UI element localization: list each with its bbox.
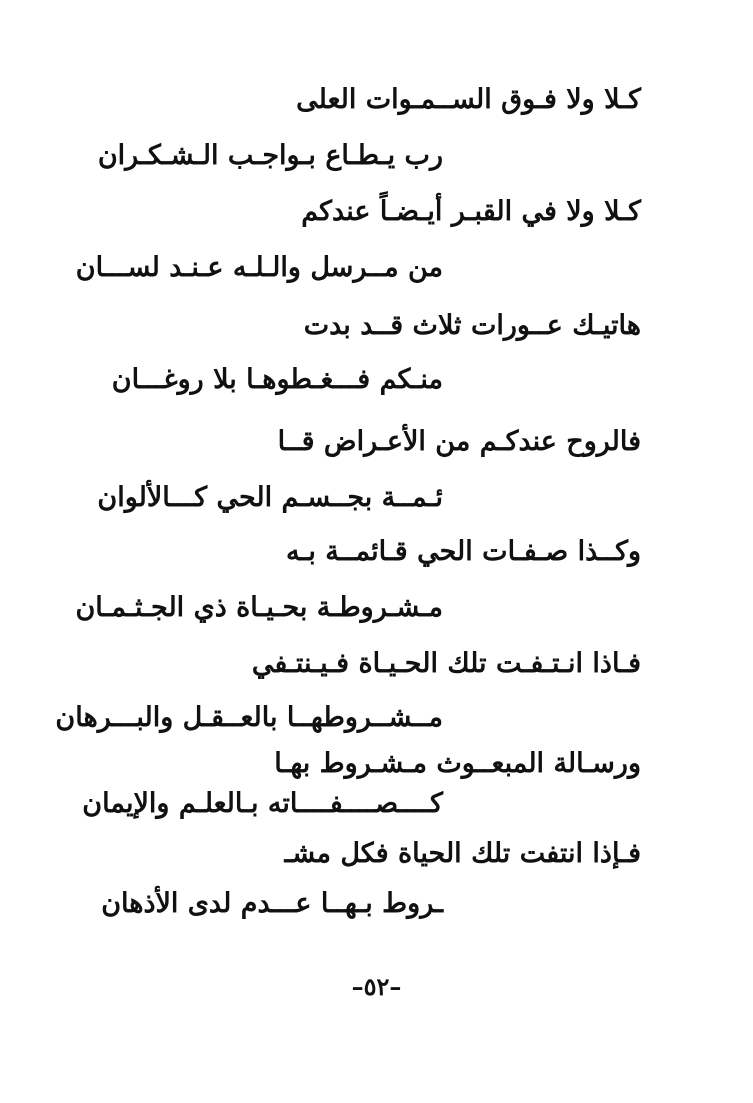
verse-line-7: فالروح عندكـم من الأعـراض قــا — [277, 426, 641, 457]
page-number: –٥٢– — [351, 972, 402, 1001]
verse-line-3: كـلا ولا في القبـر أيـضـاً عندكم — [301, 196, 641, 227]
verse-line-6: منـكم فـــغـطوهـا بلا روغـــان — [111, 364, 443, 395]
verse-line-10: مـشـروطـة بحـيـاة ذي الجـثـمـان — [75, 592, 443, 623]
verse-line-4: من مــرسل والـلـه عـنـد لســـان — [75, 252, 443, 283]
verse-line-1: كـلا ولا فـوق الســمـوات العلى — [296, 84, 641, 115]
verse-line-5: هاتيـك عــورات ثلاث قــد بدت — [303, 310, 641, 341]
verse-line-11: فـاذا انـتـفـت تلك الحـيـاة فـيـنتـفي — [251, 648, 641, 679]
verse-line-16: ـروط بـهــا عـــدم لدى الأذهان — [101, 888, 443, 919]
verse-line-9: وكــذا صـفـات الحي قـائمــة بـه — [285, 536, 641, 567]
verse-line-8: ئـمــة بجــسـم الحي كـــالألوان — [97, 482, 443, 513]
verse-line-12: مــشــروطهــا بالعــقـل والبـــرهان — [55, 702, 443, 733]
verse-line-13: ورسـالة المبعــوث مـشـروط بهـا — [274, 748, 641, 779]
verse-line-2: رب يـطـاع بـواجـب الـشـكـران — [97, 140, 443, 171]
verse-line-14: كــــصــــفــــاته بـالعلـم والإيمان — [82, 788, 443, 819]
verse-line-15: فـإذا انتفت تلك الحياة فكل مشـ — [284, 838, 641, 869]
